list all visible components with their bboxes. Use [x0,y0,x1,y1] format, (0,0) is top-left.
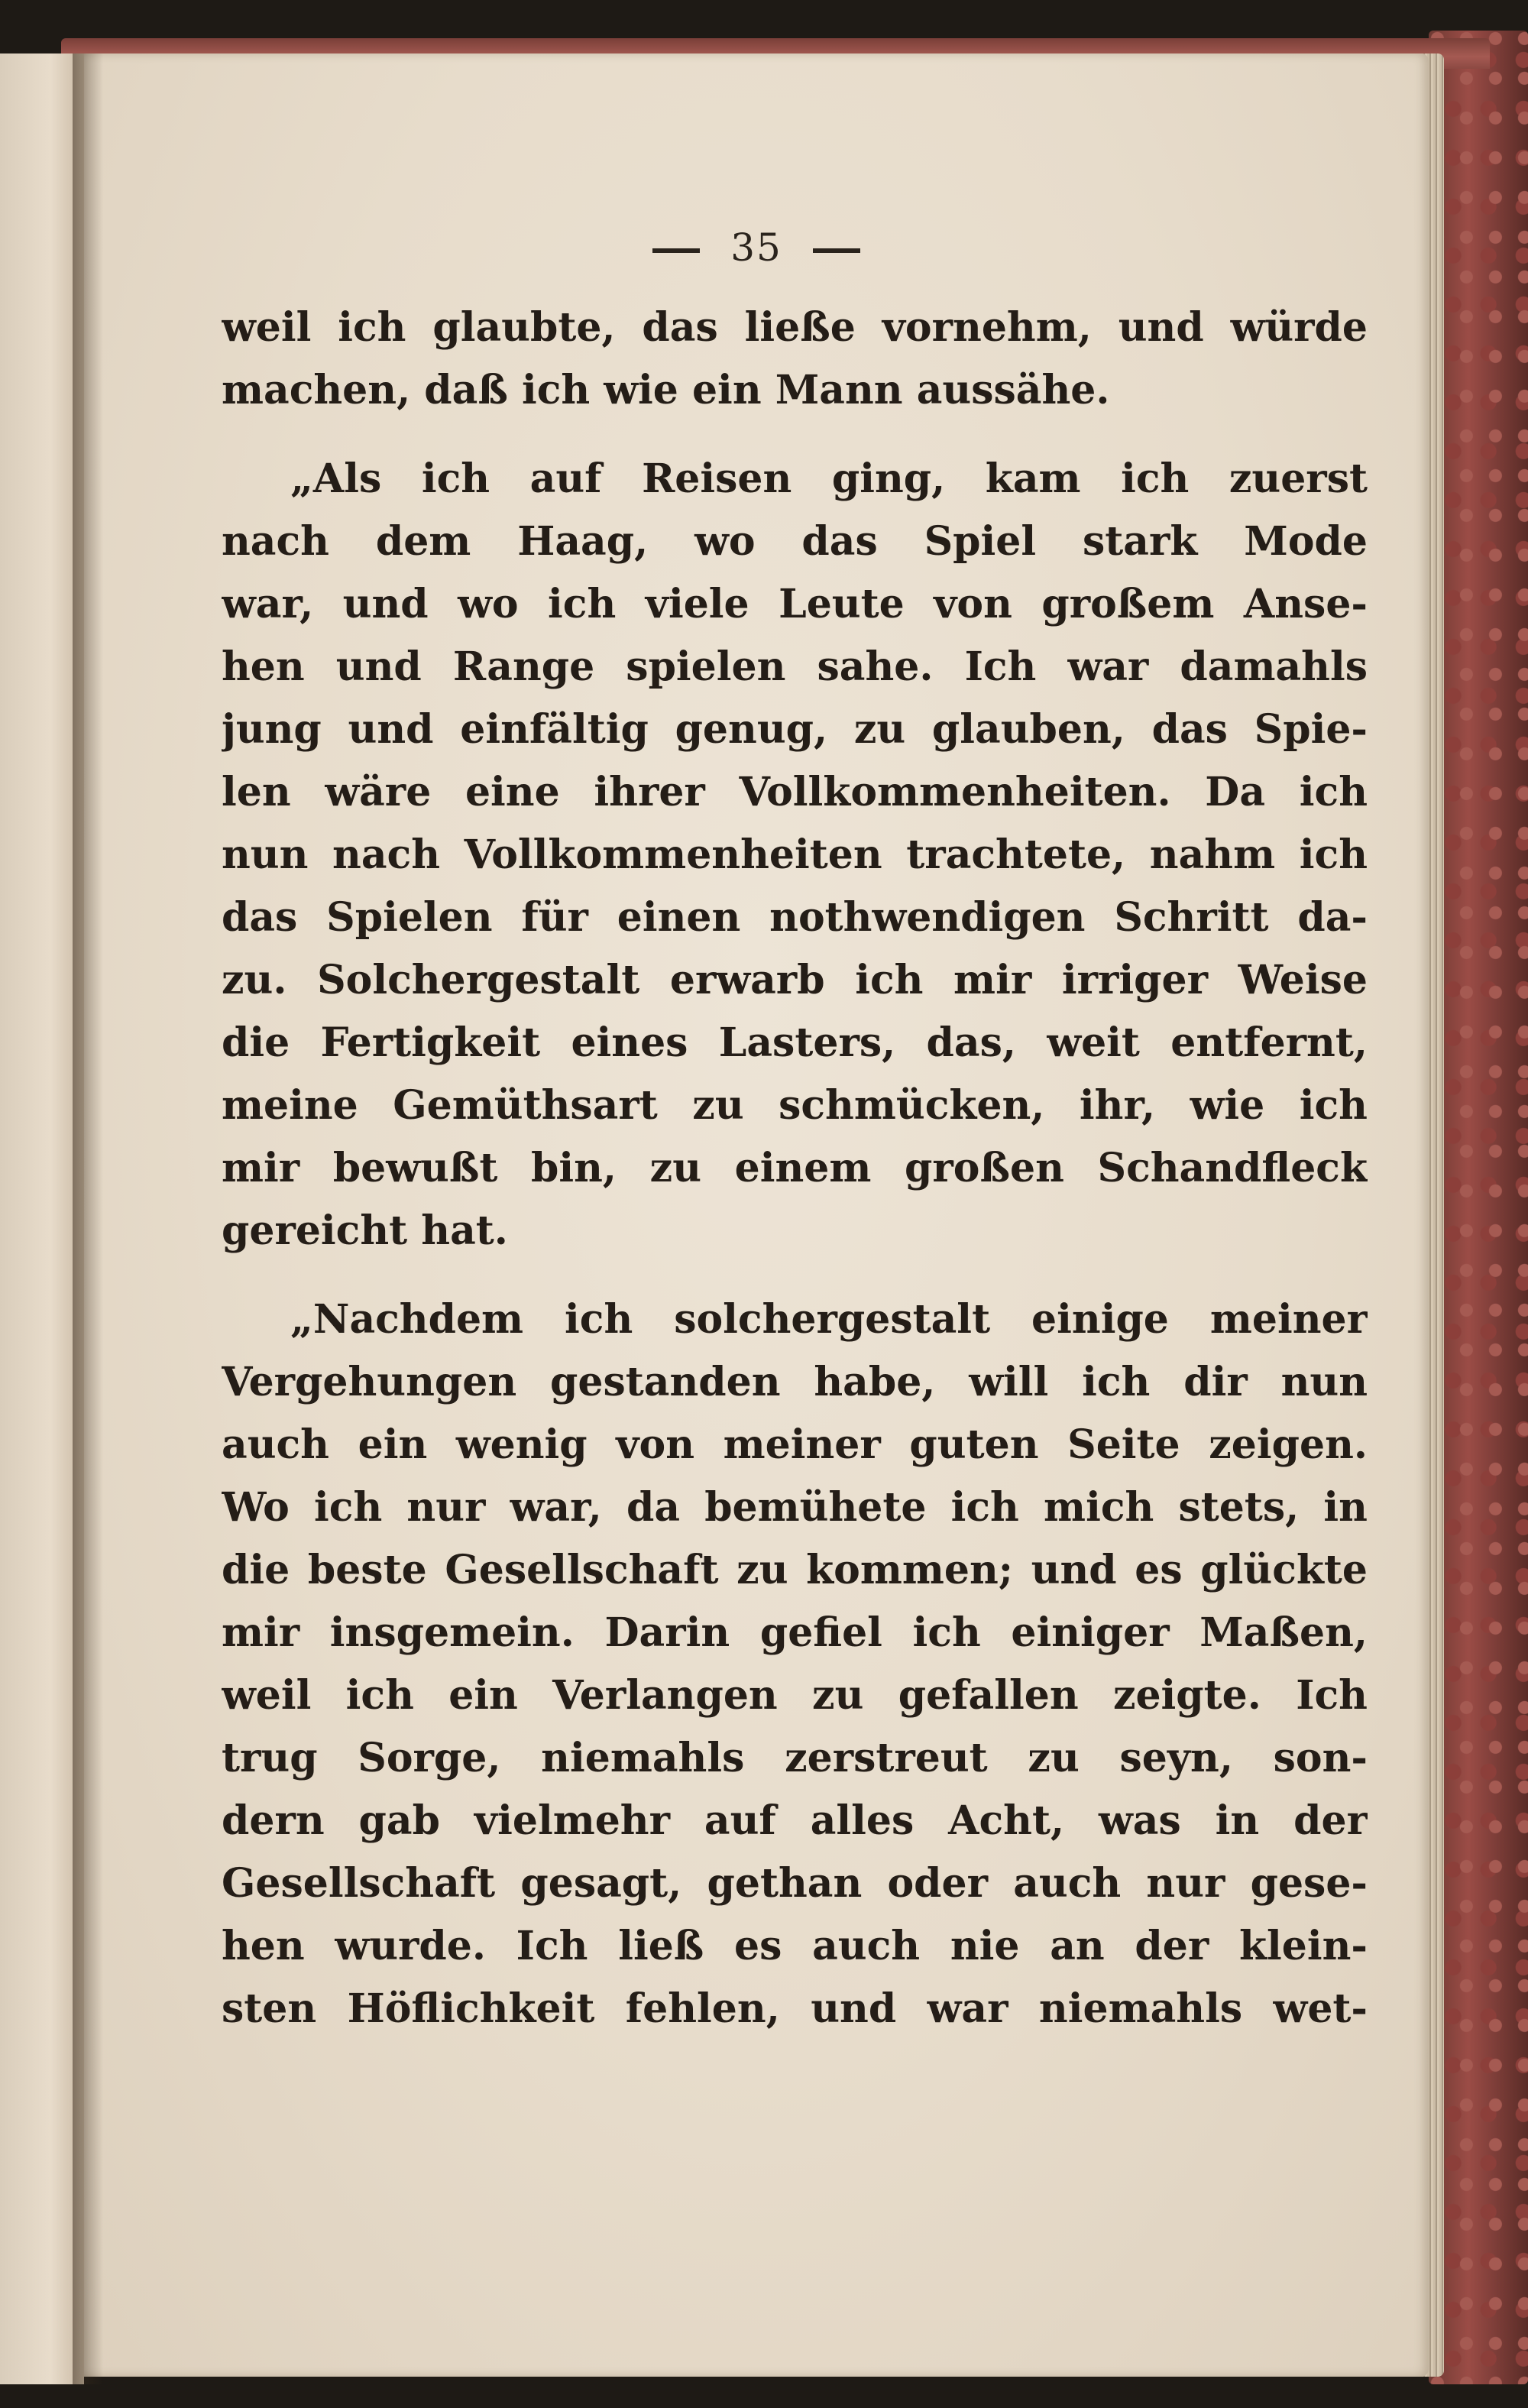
paragraph [222,448,1368,1262]
text-line: hen und Range spielen sahe. Ich war damahls [222,643,1368,690]
paragraph [222,1288,1368,2040]
page-text [222,297,1368,2040]
text-line: auch ein wenig von meiner guten Seite zeigen. [222,1421,1368,1468]
page-number [84,225,1429,270]
text-line: mir insgemein. Darin gefiel ich einiger Maßen, [222,1609,1368,1656]
text-line: dern gab vielmehr auf alles Acht, was in der [222,1797,1368,1844]
book-page [84,53,1429,2377]
text-line: jung und einfältig genug, zu glauben, das Spie- [222,706,1368,753]
text-line: trug Sorge, niemahls zerstreut zu seyn, son- [222,1735,1368,1781]
text-line: meine Gemüthsart zu schmücken, ihr, wie ich [222,1082,1368,1129]
text-line: Vergehungen gestanden habe, will ich dir nun [222,1359,1368,1405]
text-line: len wäre eine ihrer Vollkommenheiten. Da ich [222,769,1368,815]
paragraph [222,297,1368,422]
text-line: das Spielen für einen nothwendigen Schritt da- [222,894,1368,941]
text-line: weil ich glaubte, das ließe vornehm, und würde [222,304,1368,351]
text-line: nach dem Haag, wo das Spiel stark Mode [222,518,1368,565]
gutter-shadow [73,53,103,2384]
text-line: machen, daß ich wie ein Mann aussähe. [222,367,1110,413]
text-line: sten Höflichkeit fehlen, und war niemahls wet- [222,1985,1368,2032]
text-line: die beste Gesellschaft zu kommen; und es glückte [222,1547,1368,1593]
previous-page-edge [0,53,84,2384]
text-line: die Fertigkeit eines Lasters, das, weit entfernt, [222,1019,1368,1066]
text-line: Gesellschaft gesagt, gethan oder auch nur gese- [222,1860,1368,1907]
page-number-dash-right [813,248,860,253]
text-line: „Als ich auf Reisen ging, kam ich zuerst [290,455,1368,502]
page-number-dash-left [652,248,700,253]
text-line: weil ich ein Verlangen zu gefallen zeigte. Ich [222,1672,1368,1719]
text-line: „Nachdem ich solchergestalt einige meiner [290,1296,1368,1343]
text-line: mir bewußt bin, zu einem großen Schandfleck [222,1145,1368,1191]
text-line: war, und wo ich viele Leute von großem Anse- [222,581,1368,627]
text-line: Wo ich nur war, da bemühete ich mich stets, in [222,1484,1368,1531]
text-line: gereicht hat. [222,1207,508,1254]
page-number-value: 35 [730,225,782,270]
text-line: hen wurde. Ich ließ es auch nie an der klein- [222,1923,1368,1969]
text-line: nun nach Vollkommenheiten trachtete, nahm ich [222,831,1368,878]
text-line: zu. Solchergestalt erwarb ich mir irriger Weise [222,957,1368,1003]
